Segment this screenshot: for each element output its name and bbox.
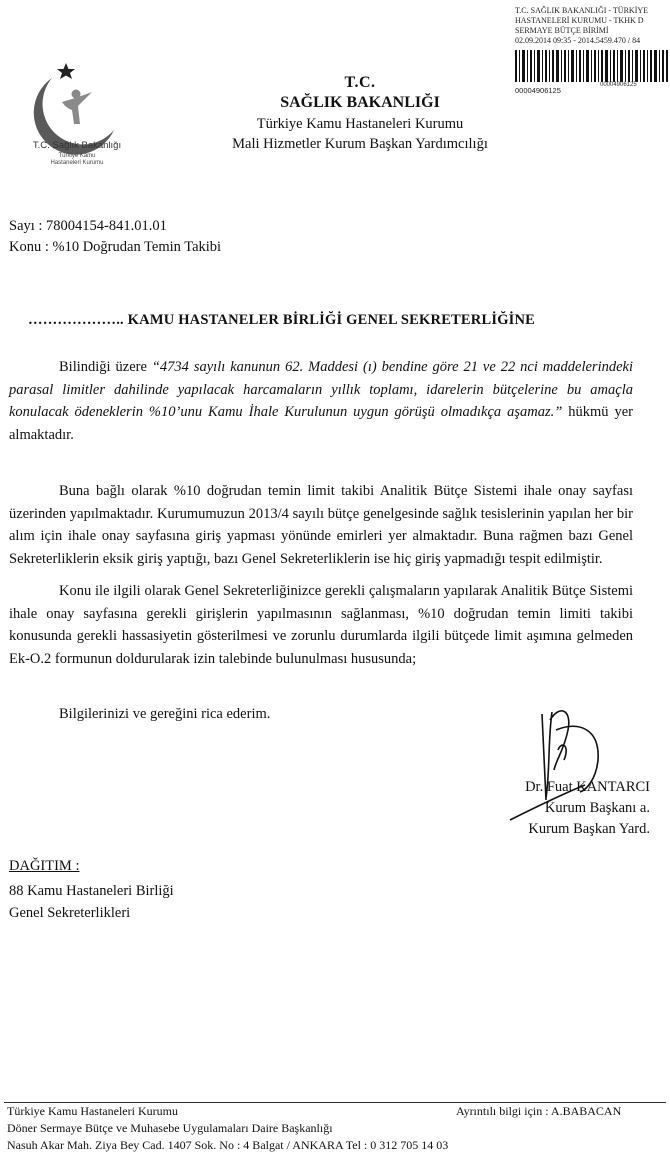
body-paragraph-3 <box>9 580 633 670</box>
footer-divider <box>4 1102 666 1103</box>
ministry-logo-icon <box>22 58 132 188</box>
stamp-line-4: 02.09.2014 09:35 - 2014.5459.470 / 84 <box>515 36 641 45</box>
distribution-line-2: Genel Sekreterlikleri <box>9 905 131 921</box>
header-department: Mali Hizmetler Kurum Başkan Yardımcılığı <box>232 136 488 152</box>
logo-subtitle <box>22 153 132 167</box>
logo-title: T.C. Sağlık Bakanlığı <box>32 140 122 151</box>
signatory-title-1: Kurum Başkanı a. <box>544 800 650 816</box>
body-paragraph-2 <box>9 480 633 570</box>
document-number: Sayı : 78004154-841.01.01 <box>9 218 167 234</box>
stamp-line-3: SERMAYE BÜTÇE BİRİMİ <box>515 26 609 35</box>
logo-subtitle-2: Hastaneleri Kurumu <box>50 160 104 166</box>
p3-text: Konu ile ilgili olarak Genel Sekreterliğinizce gerekli çalışmaların yapılarak Analitik Bütçe Sistemi ihale onay sayfasına gerekli girişlerin yapılmasının sağlanması, %10 doğrudan temin limiti takibi konusunda gerekli hassasiyetin gösterilmesi ve zorunlu durumlarda ilgili bütçede limit aşımına gelmeden Ek-O.2 formunun doldurularak izin talebinde bulunulması hususunda; <box>9 583 633 667</box>
header-tc: T.C. <box>344 74 376 91</box>
footer-org-1: Türkiye Kamu Hastaneleri Kurumu <box>7 1104 178 1118</box>
p1-start: Bilindiği üzere <box>59 359 152 375</box>
distribution-heading: DAĞITIM : <box>9 858 80 874</box>
distribution-line-1: 88 Kamu Hastaneleri Birliği <box>9 883 174 899</box>
barcode-number: 00004906125 <box>515 86 561 95</box>
closing-line: Bilgilerinizi ve gereğini rica ederim. <box>59 706 271 722</box>
body-paragraph-1 <box>9 356 633 446</box>
stamp-line-2: HASTANELERİ KURUMU - TKHK D <box>515 16 644 25</box>
footer-address: Nasuh Akar Mah. Ziya Bey Cad. 1407 Sok. No : 4 Balgat / ANKARA Tel : 0 312 705 14 03 <box>7 1138 449 1152</box>
document-subject: Konu : %10 Doğrudan Temin Takibi <box>9 239 222 255</box>
registry-stamp <box>515 6 670 46</box>
signatory-title-2: Kurum Başkan Yard. <box>528 821 650 837</box>
p1-quote: “4734 sayılı kanunun 62. Maddesi (ı) bendine göre 21 ve 22 nci maddelerindeki parasal limitler dahilinde yapılacak harcamaların yıllık toplamı, idarelerin bütçelerine bu amaçla konulacak ödeneklerin %10’unu Kamu İhale Kurulunun uygun görüşü olmadıkça aşamaz.” <box>9 359 634 420</box>
p2-text: Buna bağlı olarak %10 doğrudan temin limit takibi Analitik Bütçe Sistemi ihale onay sayfası üzerinden yapılmaktadır. Kurumumuzun 2013/4 sayılı bütçe genelgesinde sağlık tesislerinin yapılan her bir alım için ihale onay sayfasına giriş yapması yönünde emirleri yer almaktadır. Buna rağmen bazı Genel Sekreterliklerin eksik giriş yaptığı, bazı Genel Sekreterliklerin ise hiç giriş yapmadığı tespit edilmiştir. <box>9 483 633 567</box>
recipient-heading: ……………….. KAMU HASTANELER BİRLİĞİ GENEL SEKRETERLİĞİNE <box>28 312 536 328</box>
header-institution: Türkiye Kamu Hastaneleri Kurumu <box>256 116 464 132</box>
footer-contact: Ayrıntılı bilgi için : A.BABACAN <box>456 1104 622 1118</box>
logo-subtitle-1: Türkiye Kamu <box>58 153 96 159</box>
stamp-line-1: T.C. SAĞLIK BAKANLIĞI - TÜRKİYE <box>515 6 649 15</box>
footer-org-2: Döner Sermaye Bütçe ve Muhasebe Uygulamaları Daire Başkanlığı <box>7 1121 333 1135</box>
p1-end: hükmü yer almaktadır. <box>9 404 633 443</box>
header-ministry: SAĞLIK BAKANLIĞI <box>280 94 440 111</box>
signatory-name: Dr. Fuat KANTARCI <box>525 779 650 795</box>
barcode-number-small: 00004906125 <box>600 82 637 88</box>
